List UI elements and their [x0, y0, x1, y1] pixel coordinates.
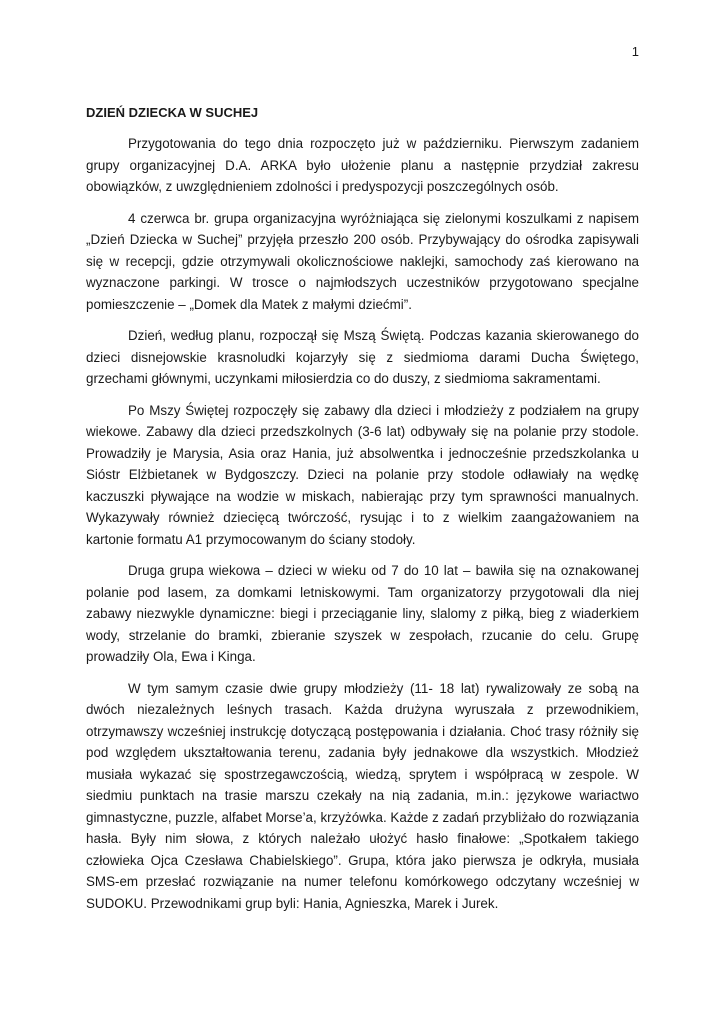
paragraph-preparations: Przygotowania do tego dnia rozpoczęto już w październiku. Pierwszym zadaniem grupy organizacyjnej D.A. ARKA było ułożenie planu a następnie przydział zakresu obowiązków, z uwzględnieniem zdolności i predyspozycji poszczególnych osób.	[86, 136, 639, 194]
document-title: DZIEŃ DZIECKA W SUCHEJ	[86, 105, 259, 120]
paragraph-youth-trails: W tym samym czasie dwie grupy młodzieży (11- 18 lat) rywalizowały ze sobą na dwóch niezależnych leśnych trasach. Każda drużyna wyruszała z przewodnikiem, otrzymawszy wcześniej instrukcję dotyczącą postępowania i działania. Choć trasy różniły się pod względem ukształtowania terenu, zadania były jednakowe dla wszystkich. Młodzież musiała wykazać się spostrzegawczością, wiedzą, sprytem i współpracą w zespole. W siedmiu punktach na trasie marszu czekały na nią zadania, m.in.: językowe wariactwo gimnastyczne, puzzle, alfabet Morse’a, krzyżówka. Każde z zadań przybliżało do rozwiązania hasła. Były nim słowa, z których należało ułożyć hasło finałowe: „Spotkałem takiego człowieka Ojca Czesława Chabielskiego”. Grupa, która jako pierwsza je odkryła, musiała SMS-em przesłać rozwiązanie na numer telefonu komórkowego odczytany wcześniej w SUDOKU. Przewodnikami grup byli: Hania, Agnieszka, Marek i Jurek.	[86, 680, 639, 911]
paragraph-preschool-games: Po Mszy Świętej rozpoczęły się zabawy dla dzieci i młodzieży z podziałem na grupy wiekowe. Zabawy dla dzieci przedszkolnych (3-6 lat) odbywały się na polanie przy stodole. Prowadziły je Marysia, Asia oraz Hania, już absolwentka i jednocześnie przedszkolanka u Sióstr Elżbietanek w Bydgoszczy. Dzieci na polanie przy stodole odławiały na wędkę kaczuszki pływające na wodzie w miskach, nabierając przy tym sprawności manualnych. Wykazywały również dziecięcą twórczość, rysując i to z wielkim zaangażowaniem na kartonie formatu A1 przymocowanym do ściany stodoły.	[86, 402, 639, 547]
paragraph-second-age-group: Druga grupa wiekowa – dzieci w wieku od 7 do 10 lat – bawiła się na oznakowanej polanie pod lasem, za domkami letniskowymi. Tam organizatorzy przygotowali dla niej zabawy niezwykle dynamiczne: biegi i przeciąganie liny, slalomy z piłką, bieg z wiaderkiem wody, strzelanie do bramki, zbieranie szyszek w zespołach, rzucanie do celu. Grupę prowadziły Ola, Ewa i Kinga.	[86, 563, 639, 664]
paragraph-mass: Dzień, według planu, rozpoczął się Mszą Świętą. Podczas kazania skierowanego do dzieci disnejowskie krasnoludki kojarzyły się z siedmioma darami Ducha Świętego, grzechami głównymi, uczynkami miłosierdzia co do duszy, z siedmioma sakramentami.	[86, 328, 639, 386]
page-number: 1	[631, 44, 639, 59]
paragraph-registration: 4 czerwca br. grupa organizacyjna wyróżniająca się zielonymi koszulkami z napisem „Dzień Dziecka w Suchej” przyjęła przeszło 200 osób. Przybywający do ośrodka zapisywali się w recepcji, gdzie otrzymywali okolicznościowe naklejki, samochody zaś kierowano na wyznaczone parkingi. W trosce o najmłodszych uczestników przygotowano specjalne pomieszczenie – „Domek dla Matek z małymi dziećmi”.	[86, 210, 639, 312]
document-body	[86, 102, 639, 924]
